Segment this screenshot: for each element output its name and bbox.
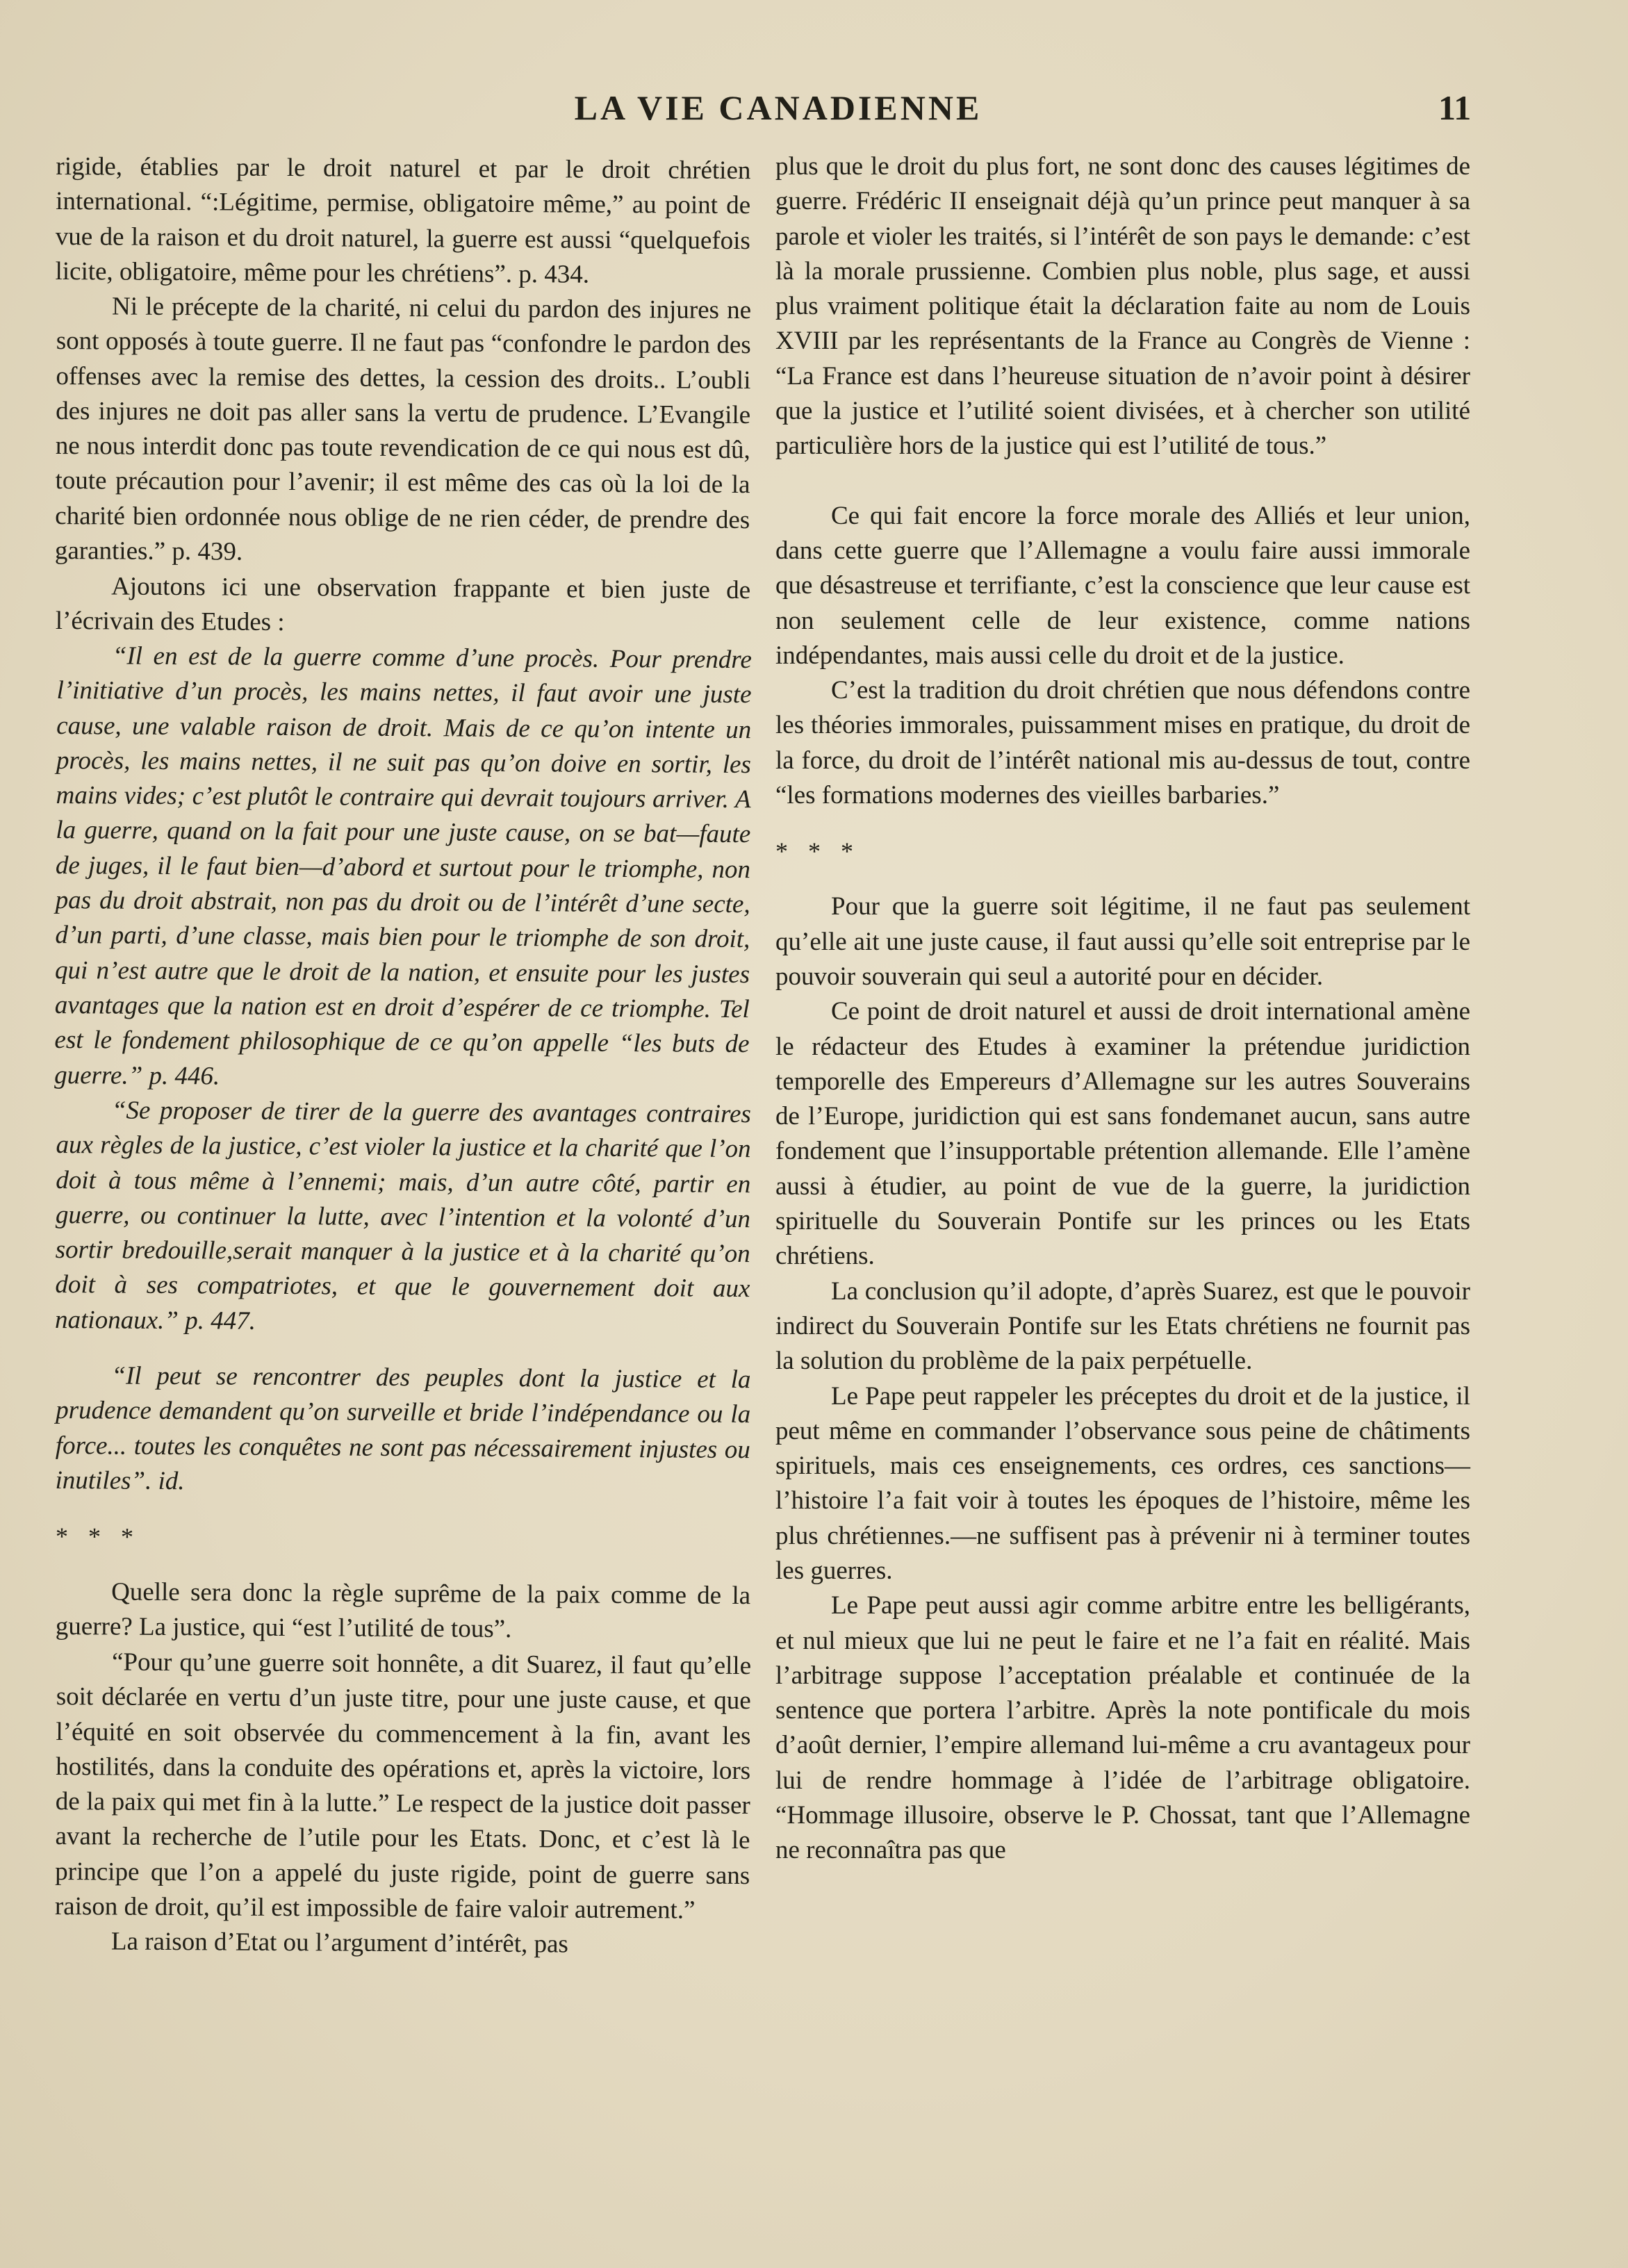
paragraph: rigide, établies par le droit naturel et par le droit chrétien international. “:Légitime, permise, obligatoire même,” au point de vue de la raison et du droit naturel, la guerre est aussi “quelquefois licite, obligatoire, même pour les chrétiens”. p. 434. <box>55 152 751 289</box>
quotation-paragraph: “Pour qu’une guerre soit honnête, a dit Suarez, il faut qu’elle soit déclarée en vertu d’un juste titre, pour une juste cause, et que l’équité en soit observée du commencement à la fin, avant les hostilités, dans la conduite des opérations et, après la victoire, lors de la paix qui met fin à la lutte.” Le respect de la justice doit passer avant la recherche de l’utile pour les Etats. Donc, et c’est là le principe que l’on a appelé du juste rigide, point de guerre sans raison de droit, qu’il est impossible de faire valoir autrement.” <box>54 1647 752 1925</box>
paragraph: Pour que la guerre soit légitime, il ne faut pas seulement qu’elle ait une juste cause, il faut aussi qu’elle soit entreprise par le pouvoir souverain qui seul a autorité pour en décider. <box>775 892 1470 991</box>
paragraph: La conclusion qu’il adopte, d’après Suarez, est que le pouvoir indirect du Souverain Pontife sur les Etats chrétiens ne fournit pas la solution du problème de la paix perpétuelle. <box>775 1276 1470 1376</box>
paragraph: La raison d’Etat ou l’argument d’intérêt, pas <box>110 1927 569 1959</box>
page-number: 11 <box>1438 88 1472 127</box>
spacer <box>775 813 1470 834</box>
paragraph: Ni le précepte de la charité, ni celui du pardon des injures ne sont opposés à toute guerre. Il ne faut pas “confondre le pardon des offenses avec la remise des dettes, la cession des droits.. L’oubli des injures ne doit pas aller sans la vertu de prudence. L’Evangile ne nous interdit donc pas toute revendication de ce qui nous est dû, toute précaution pour l’avenir; il est même des cas où la loi de la charité bien ordonnée nous oblige de ne rien céder, de prendre des garanties.” p. 439. <box>54 292 752 566</box>
paragraph: Ce qui fait encore la force morale des Alliés et leur union, dans cette guerre que l’Allemagne a voulu faire aussi immorale que désastreuse et terrifiante, c’est la conscience que leur cause est non seulement celle de leur existence, comme nations indépendantes, mais aussi celle du droit et de la justice. <box>775 501 1470 670</box>
section-separator: * * * <box>775 837 860 866</box>
quotation-paragraph: “Il peut se rencontrer des peuples dont la justice et la prudence demandent qu’on surveille et bride l’indépendance ou la force... toutes les conquêtes ne sont pas nécessairement injustes ou inutiles”. id. <box>55 1361 751 1496</box>
quotation-paragraph: “Se proposer de tirer de la guerre des avantages contraires aux règles de la justice, c’est violer la justice et la charité que l’on doit à tous même à l’ennemi; mais, d’un autre côté, partir en guerre, ou continuer la lutte, avec l’intention et la volonté d’un sortir bredouille,serait manquer à la justice et à la charité qu’on doit à ses compatriotes, et que le gouvernement doit aux nationaux.” p. 447. <box>54 1096 752 1336</box>
paragraph: Ce point de droit naturel et aussi de droit international amène le rédacteur des Etudes à examiner la prétendue juridiction temporelle des Empereurs d’Allemagne sur les autres Souverains de l’Europe, juridiction qui est sans fondemanet aucun, sans autre fondement que l’insupportable prétention allemande. Elle l’amène aussi à étudier, au point de vue de la guerre, la juridiction spirituelle du Souverain Pontife sur les princes ou les Etats chrétiens. <box>775 997 1470 1271</box>
paragraph: plus que le droit du plus fort, ne sont donc des causes légitimes de guerre. Frédéric II enseignait déjà qu’un prince peut manquer à sa parole et violer les traités, si l’intérêt de son pays le demande: c’est là la morale prussienne. Combien plus noble, plus sage, et aussi plus vraiment politique était la déclaration faite au nom de Louis XVIII par les représentants de la France au Congrès de Vienne : “La France est dans l’heureuse situation de n’avoir point à désirer que la justice et l’utilité soient divisées, et à chercher son utilité particulière hors de la justice qui est l’utilité de tous.” <box>775 152 1470 461</box>
spacer <box>775 869 1470 889</box>
spacer <box>775 464 1470 499</box>
journal-title: LA VIE CANADIENNE <box>574 88 982 127</box>
running-header <box>0 82 1628 131</box>
paragraph: Le Pape peut rappeler les préceptes du droit et de la justice, il peut même en commander l’observance sous peine de châtiments spirituels, mais ces enseignements, ces ordres, ces sanctions—l’histoire l’a fait voir à toutes les époques de l’histoire, même les plus chrétiennes.—ne suffisent pas à prévenir ni à terminer toutes les guerres. <box>775 1381 1470 1585</box>
paragraph: Le Pape peut aussi agir comme arbitre entre les belligérants, et nul mieux que lui ne peut le faire et ne l’a fait en réalité. Mais l’arbitrage suppose l’acceptation préalable et continuée de la sentence que portera l’arbitre. Après la note pontificale du mois d’août dernier, l’empire allemand lui-même a cru avantageux pour lui de rendre hommage à l’idée de l’arbitrage obligatoire. “Hommage illusoire, observe le P. Chossat, tant que l’Allemagne ne reconnaîtra pas que <box>775 1591 1470 1865</box>
left-column <box>56 149 750 1959</box>
section-separator: * * * <box>55 1522 141 1552</box>
paragraph: Quelle sera donc la règle suprême de la paix comme de la guerre? La justice, qui “est l’utilité de tous”. <box>55 1577 751 1644</box>
paragraph: C’est la tradition du droit chrétien que nous défendons contre les théories immorales, puissamment mises en pratique, du droit de la force, du droit de l’intérêt national mis au-dessus de tout, contre “les formations modernes des vieilles barbaries.” <box>775 676 1470 810</box>
quotation-paragraph: “Il en est de la guerre comme d’une procès. Pour prendre l’initiative d’un procès, les mains nettes, il faut avoir une juste cause, une valable raison de droit. Mais de ce qu’on intente un procès, les mains nettes, il ne suit pas qu’on doive en sortir, les mains vides; c’est plutôt le contraire qui devrait toujours arriver. A la guerre, quand on la fait pour une juste cause, on se bat—faute de juges, il le faut bien—d’abord et surtout pour le triomphe, non pas du droit abstrait, non pas du droit ou de l’intérêt d’une secte, d’un parti, d’une classe, mais bien pour le triomphe de son droit, qui n’est autre que le droit de la nation, et ensuite pour les justes avantages que la nation est en droit d’espérer de ce triomphe. Tel est le fondement philosophique de ce qu’on appelle “les buts de guerre.” p. 446. <box>54 641 752 1091</box>
paragraph: Ajoutons ici une observation frappante et bien juste de l’écrivain des Etudes : <box>55 572 751 636</box>
right-column <box>775 149 1470 1868</box>
